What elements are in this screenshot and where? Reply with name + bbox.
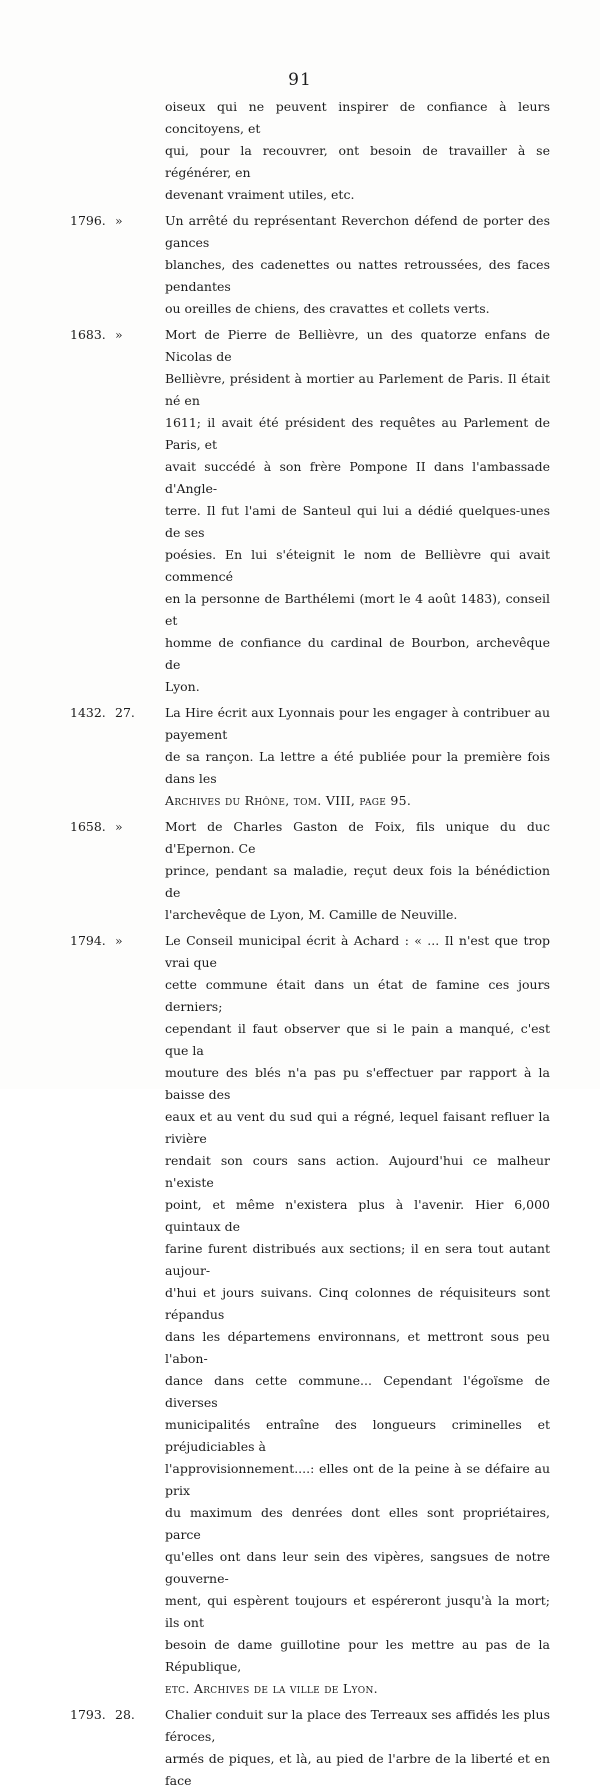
text-line: cependant il faut observer que si le pain a manqué, c'est que la [165, 1021, 550, 1058]
text-line: La Hire écrit aux Lyonnais pour les engager à contribuer au payement [165, 705, 550, 742]
text-line: point, et même n'existera plus à l'avenir. Hier 6,000 quintaux de [165, 1197, 550, 1234]
entry-year: 1796. [70, 213, 106, 228]
text-line: l'archevêque de Lyon, M. Camille de Neuville. [165, 907, 458, 922]
text-line: poésies. En lui s'éteignit le nom de Bellièvre qui avait commencé [165, 547, 550, 584]
entry-1793 [70, 1704, 550, 1792]
text-line: dans les départemens environnans, et mettront sous peu l'abon- [165, 1329, 550, 1366]
entry-day: » [115, 933, 123, 948]
text-line: etc. Archives de la ville de Lyon. [165, 1681, 378, 1696]
entry-text [165, 816, 550, 926]
entry-text [165, 930, 550, 1700]
text-line: qu'elles ont dans leur sein des vipères, sangsues de notre gouverne- [165, 1549, 550, 1586]
entry-1658 [70, 816, 550, 926]
chronology-entries [70, 96, 550, 1792]
text-line: cette commune était dans un état de famine ces jours derniers; [165, 977, 550, 1014]
text-line: Mort de Charles Gaston de Foix, fils unique du duc d'Epernon. Ce [165, 819, 550, 856]
text-line: Chalier conduit sur la place des Terreaux ses affidés les plus féroces, [165, 1707, 550, 1744]
text-line: dance dans cette commune... Cependant l'égoïsme de diverses [165, 1373, 550, 1410]
text-line: l'approvisionnement....: elles ont de la peine à se défaire au prix [165, 1461, 550, 1498]
text-line: en la personne de Barthélemi (mort le 4 août 1483), conseil et [165, 591, 550, 628]
text-line: besoin de dame guillotine pour les mettre au pas de la République, [165, 1637, 550, 1674]
entry-1794 [70, 930, 550, 1700]
text-line: municipalités entraîne des longueurs criminelles et préjudiciables à [165, 1417, 550, 1454]
entry-year: 1683. [70, 327, 106, 342]
text-line: terre. Il fut l'ami de Santeul qui lui a dédié quelques-unes de ses [165, 503, 550, 540]
entry-year: 1432. [70, 705, 106, 720]
text-line: de sa rançon. La lettre a été publiée pour la première fois dans les [165, 749, 550, 786]
text-line: ou oreilles de chiens, des cravattes et collets verts. [165, 301, 490, 316]
text-line: ment, qui espèrent toujours et espéreront jusqu'à la mort; ils ont [165, 1593, 550, 1630]
text-line: 1611; il avait été président des requêtes au Parlement de Paris, et [165, 415, 550, 452]
text-line: prince, pendant sa maladie, reçut deux fois la bénédiction de [165, 863, 550, 900]
text-line: Archives du Rhône, tom. VIII, page 95. [165, 793, 412, 808]
entry-text [165, 210, 550, 320]
entry-day: 27. [115, 705, 135, 720]
text-line: du maximum des denrées dont elles sont propriétaires, parce [165, 1505, 550, 1542]
entry-day: » [115, 819, 123, 834]
entry-day: » [115, 327, 123, 342]
continuation-paragraph [165, 96, 550, 206]
text-line: homme de confiance du cardinal de Bourbon, archevêque de [165, 635, 550, 672]
entry-text [165, 1704, 550, 1792]
entry-1683 [70, 324, 550, 698]
page-number: 91 [288, 70, 312, 90]
text-line: Mort de Pierre de Bellièvre, un des quatorze enfans de Nicolas de [165, 327, 550, 364]
entry-1796 [70, 210, 550, 320]
entry-day: » [115, 213, 123, 228]
entry-year: 1658. [70, 819, 106, 834]
text-line: mouture des blés n'a pas pu s'effectuer par rapport à la baisse des [165, 1065, 550, 1102]
text-line: blanches, des cadenettes ou nattes retroussées, des faces pendantes [165, 257, 550, 294]
text-line: oiseux qui ne peuvent inspirer de confiance à leurs concitoyens, et [165, 99, 550, 136]
text-line: eaux et au vent du sud qui a régné, lequel faisant refluer la rivière [165, 1109, 550, 1146]
text-line: Un arrêté du représentant Reverchon défend de porter des gances [165, 213, 550, 250]
entry-day: 28. [115, 1707, 135, 1722]
text-line: Le Conseil municipal écrit à Achard : « ... Il n'est que trop vrai que [165, 933, 550, 970]
entry-year: 1793. [70, 1707, 106, 1722]
entry-text [165, 324, 550, 698]
text-line: armés de piques, et là, au pied de l'arbre de la liberté et en face [165, 1751, 550, 1788]
text-line: d'hui et jours suivans. Cinq colonnes de réquisiteurs sont répandus [165, 1285, 550, 1322]
text-line: Bellièvre, président à mortier au Parlement de Paris. Il était né en [165, 371, 550, 408]
text-line: avait succédé à son frère Pompone II dans l'ambassade d'Angle- [165, 459, 550, 496]
text-line: qui, pour la recouvrer, ont besoin de travailler à se régénérer, en [165, 143, 550, 180]
text-line: devenant vraiment utiles, etc. [165, 187, 355, 202]
text-line: Lyon. [165, 679, 200, 694]
entry-1432 [70, 702, 550, 812]
text-line: rendait son cours sans action. Aujourd'hui ce malheur n'existe [165, 1153, 550, 1190]
entry-year: 1794. [70, 933, 106, 948]
text-line: farine furent distribués aux sections; il en sera tout autant aujour- [165, 1241, 550, 1278]
entry-text [165, 702, 550, 812]
